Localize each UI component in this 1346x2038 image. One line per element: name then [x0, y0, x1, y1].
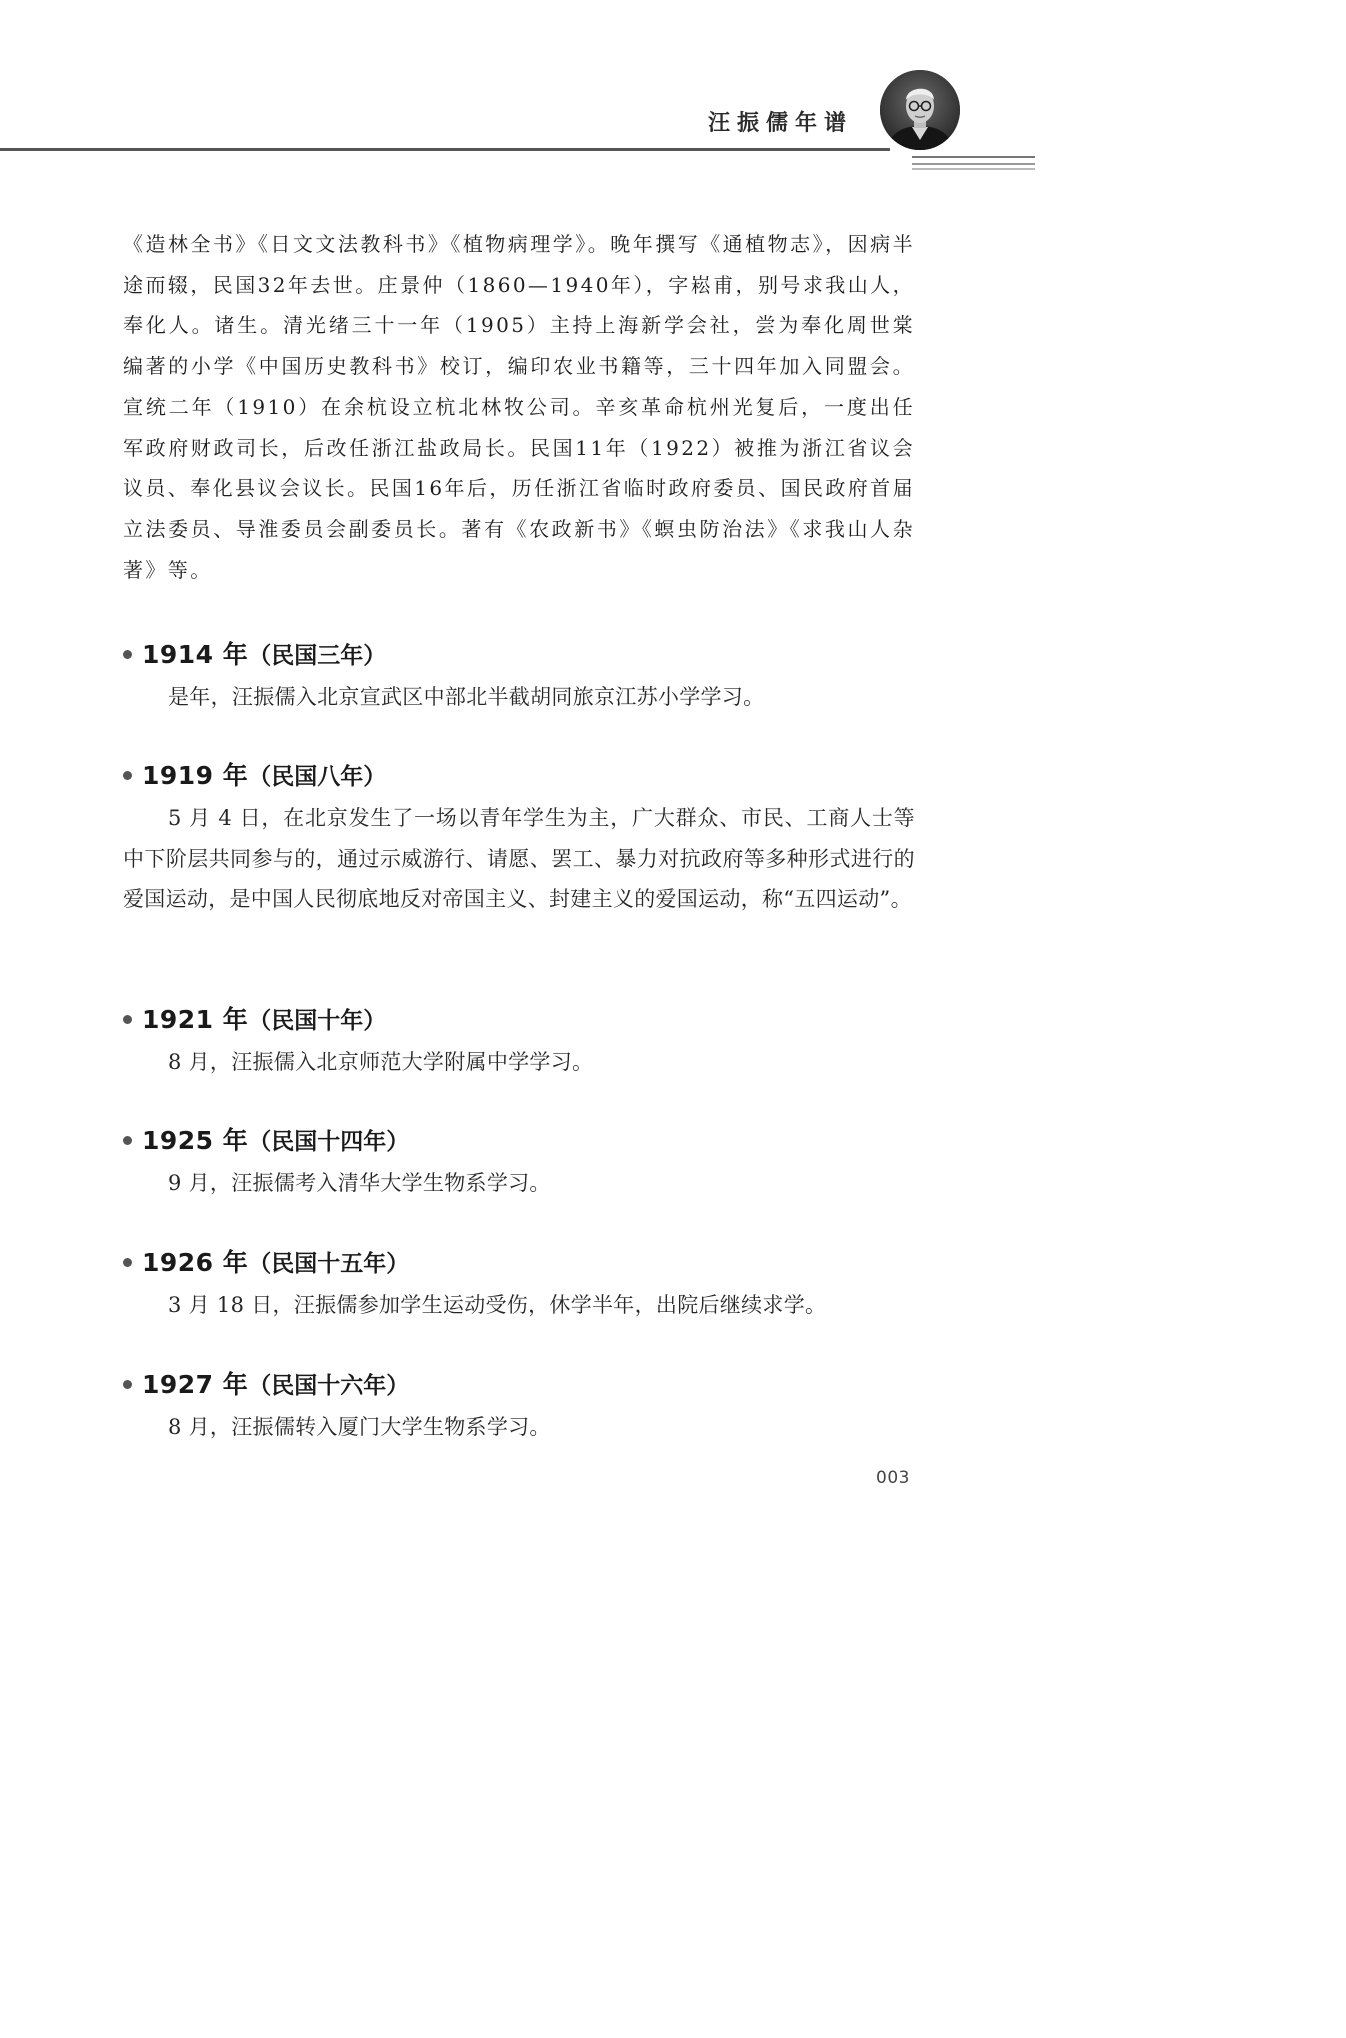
year-entry-1921 — [123, 1000, 915, 1083]
era-name: （民国三年） — [248, 642, 387, 669]
header-rule-accent — [912, 163, 1035, 165]
bullet-icon — [123, 1136, 132, 1145]
entry-text: 9 月，汪振儒考入清华大学生物系学习。 — [168, 1171, 551, 1195]
year-heading — [123, 1243, 915, 1279]
entry-text: 3 月 18 日，汪振儒参加学生运动受伤，休学半年，出院后继续求学。 — [168, 1293, 827, 1317]
portrait-photo — [880, 70, 960, 150]
year-number: 1927 年 — [142, 1370, 249, 1399]
entry-text: 5 月 4 日，在北京发生了一场以青年学生为主，广大群众、市民、工商人士等中下阶层共同参与的，通过示威游行、请愿、罢工、暴力对抗政府等多种形式进行的爱国运动，是中国人民彻底地反对帝国主义、封建主义的爱国运动，称“五四运动”。 — [123, 806, 915, 911]
year-entry-1925 — [123, 1121, 915, 1204]
year-heading — [123, 1121, 915, 1157]
year-heading — [123, 1365, 915, 1401]
year-number: 1925 年 — [142, 1126, 249, 1155]
header-rule-accent — [912, 156, 1035, 158]
entry-text: 8 月，汪振儒转入厦门大学生物系学习。 — [168, 1415, 551, 1439]
year-entry-1926 — [123, 1243, 915, 1326]
continuation-paragraph: 《造林全书》《日文文法教科书》《植物病理学》。晚年撰写《通植物志》，因病半途而辍，民国32年去世。庄景仲（1860—1940年），字崧甫，别号求我山人，奉化人。诸生。清光绪三十一年（1905）主持上海新学会社，尝为奉化周世棠编著的小学《中国历史教科书》校订，编印农业书籍等，三十四年加入同盟会。宣统二年（1910）在余杭设立杭北林牧公司。辛亥革命杭州光复后，一度出任军政府财政司长，后改任浙江盐政局长。民国11年（1922）被推为浙江省议会议员、奉化县议会议长。民国16年后，历任浙江省临时政府委员、国民政府首届立法委员、导淮委员会副委员长。著有《农政新书》《螟虫防治法》《求我山人杂著》等。 — [123, 232, 915, 582]
bullet-icon — [123, 650, 132, 659]
entry-text: 8 月，汪振儒入北京师范大学附属中学学习。 — [168, 1050, 594, 1074]
year-number: 1921 年 — [142, 1005, 249, 1034]
era-name: （民国八年） — [248, 763, 387, 790]
year-heading — [123, 1000, 915, 1036]
era-name: （民国十四年） — [248, 1128, 410, 1155]
year-heading — [123, 756, 915, 792]
header-rule-main — [0, 148, 890, 151]
bullet-icon — [123, 1258, 132, 1267]
year-number: 1919 年 — [142, 761, 249, 790]
bullet-icon — [123, 1015, 132, 1024]
bullet-icon — [123, 1380, 132, 1389]
year-number: 1926 年 — [142, 1248, 249, 1277]
year-entry-1919 — [123, 756, 915, 920]
year-entry-1914 — [123, 635, 915, 718]
year-number: 1914 年 — [142, 640, 249, 669]
page-number: 003 — [876, 1468, 910, 1488]
year-entry-1927 — [123, 1365, 915, 1448]
year-heading — [123, 635, 915, 671]
era-name: （民国十五年） — [248, 1250, 410, 1277]
running-header-title: 汪振儒年谱 — [708, 111, 854, 136]
entry-text: 是年，汪振儒入北京宣武区中部北半截胡同旅京江苏小学学习。 — [168, 685, 765, 709]
era-name: （民国十六年） — [248, 1372, 410, 1399]
bullet-icon — [123, 771, 132, 780]
era-name: （民国十年） — [248, 1007, 387, 1034]
header-rule-accent — [912, 168, 1035, 170]
